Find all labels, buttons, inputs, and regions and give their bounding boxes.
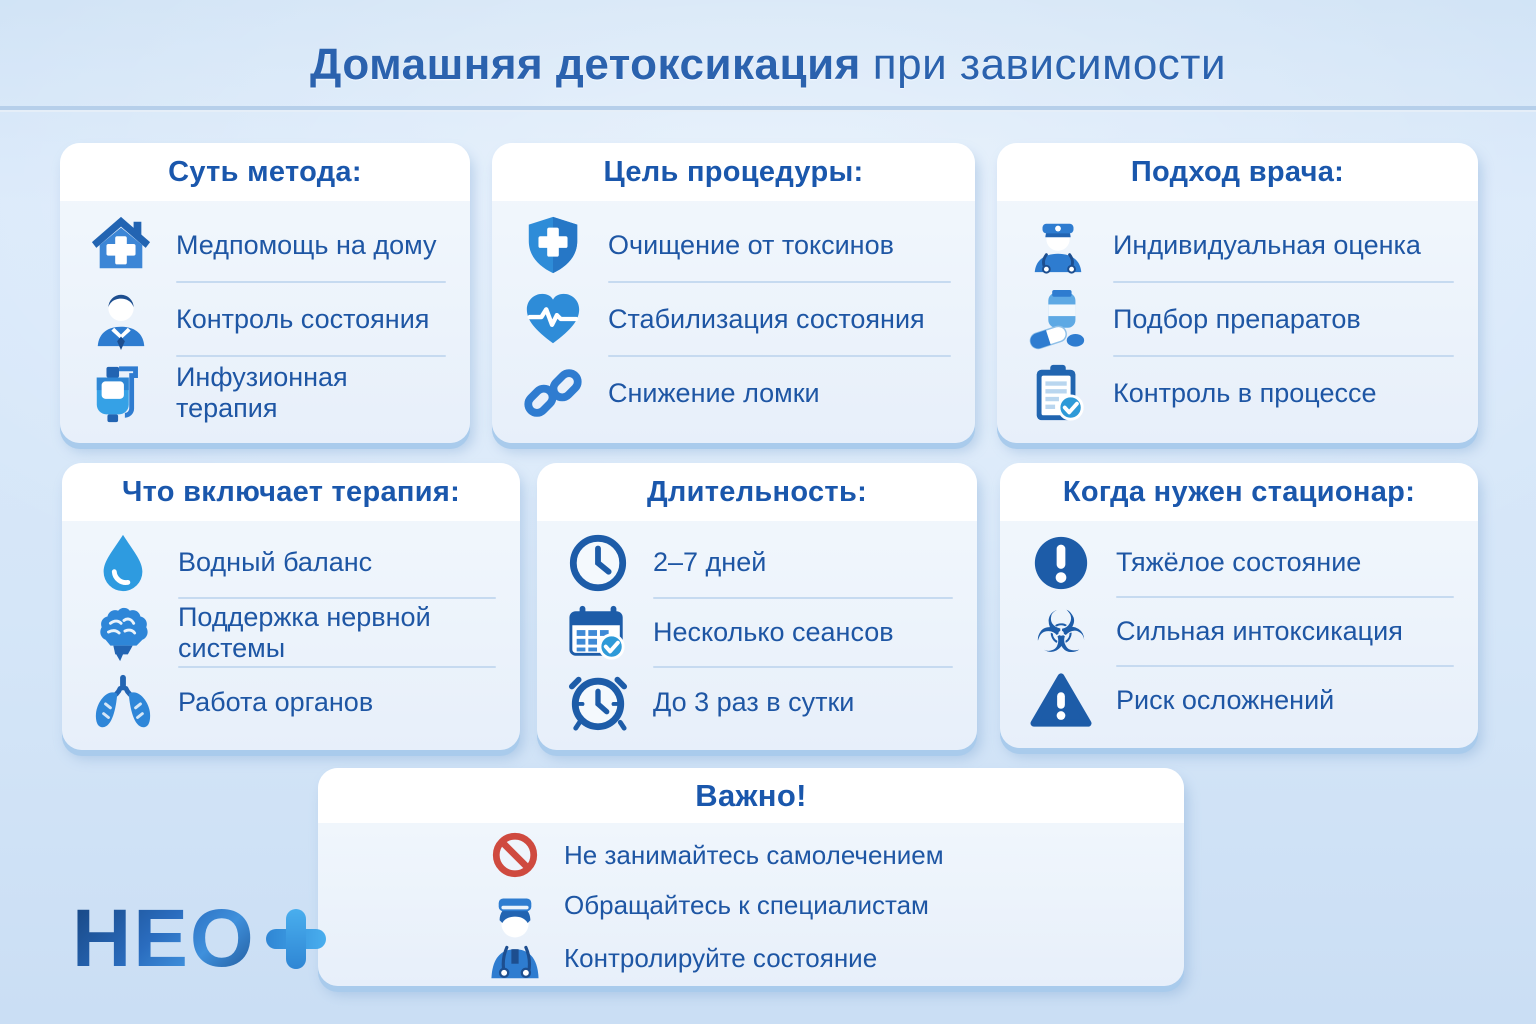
card-body: [537, 521, 977, 750]
card-duration: [537, 463, 977, 750]
list-item: [90, 283, 446, 355]
alarm-clock-icon: [567, 671, 629, 733]
list-item: [1027, 283, 1454, 355]
list-item: [92, 529, 496, 597]
list-item: [567, 599, 953, 667]
list-item: [522, 357, 951, 429]
item-label: Подбор препаратов: [1113, 303, 1361, 334]
item-label: Сильная интоксикация: [1116, 616, 1403, 646]
list-item: [92, 599, 496, 667]
card-title: Что включает терапия:: [62, 463, 520, 521]
warning-triangle-icon: [1030, 670, 1092, 732]
no-entry-icon: [491, 831, 539, 879]
item-label: Контролируйте состояние: [564, 943, 878, 973]
item-label: Поддержка нервной системы: [178, 601, 431, 663]
card-body: [60, 201, 470, 443]
item-label: Не занимайтесь самолечением: [564, 839, 944, 870]
card-body: [318, 823, 1184, 986]
item-label: Риск осложнений: [1116, 685, 1335, 715]
card-hospital-needed: [1000, 463, 1478, 748]
title-divider: [0, 106, 1536, 112]
page-title: [0, 40, 1536, 90]
card-body: [492, 201, 975, 443]
card-procedure-goal: [492, 143, 975, 443]
brain-icon: [92, 602, 154, 664]
list-item: [1027, 357, 1454, 429]
card-important: [318, 768, 1184, 986]
iv-bag-icon: [90, 362, 152, 424]
card-body: [1000, 521, 1478, 748]
card-therapy-includes: [62, 463, 520, 750]
item-label: Инфузионная терапия: [176, 362, 348, 423]
lungs-icon: [92, 671, 154, 733]
brand-logo-text: НЕО: [72, 893, 256, 984]
item-label: Несколько сеансов: [653, 617, 894, 647]
item-label: Медпомощь на дому: [176, 229, 437, 260]
list-item: [522, 283, 951, 355]
card-title: Суть метода:: [60, 143, 470, 201]
chain-link-icon: [522, 362, 584, 424]
list-item: [1030, 598, 1454, 665]
list-item: [567, 668, 953, 736]
list-item: [567, 529, 953, 597]
list-item: [90, 357, 446, 429]
list-item: [92, 668, 496, 736]
list-item: [90, 209, 446, 281]
card-title: Длительность:: [537, 463, 977, 521]
item-label: Индивидуальная оценка: [1113, 229, 1421, 260]
doctor-cap-icon: [1027, 214, 1089, 276]
clock-icon: [567, 532, 629, 594]
card-body: [997, 201, 1478, 443]
plus-icon: [266, 909, 326, 969]
clipboard-check-icon: [1027, 362, 1089, 424]
item-label: До 3 раз в сутки: [653, 686, 855, 717]
doctor-icon: [90, 288, 152, 350]
list-item: [1030, 667, 1454, 734]
item-label: Обращайтесь к специалистам: [564, 890, 929, 920]
calendar-check-icon: [567, 602, 629, 664]
brand-logo: [72, 893, 326, 984]
item-label: Контроль в процессе: [1113, 377, 1377, 408]
page-title-bold: Домашняя детоксикация: [309, 40, 861, 89]
card-title: Подход врача:: [997, 143, 1478, 201]
page-title-regular: при зависимости: [872, 40, 1227, 89]
item-label: Водный баланс: [178, 547, 373, 578]
doctor-figure-icon: [486, 879, 544, 985]
house-medical-icon: [90, 214, 152, 276]
exclamation-circle-icon: [1030, 532, 1092, 594]
card-title: Когда нужен стационар:: [1000, 463, 1478, 521]
card-body: [62, 521, 520, 750]
item-label: Работа органов: [178, 686, 374, 717]
list-item: [1027, 209, 1454, 281]
list-item: [522, 209, 951, 281]
item-label: 2–7 дней: [653, 547, 767, 578]
item-label: Снижение ломки: [608, 377, 820, 408]
item-label: Стабилизация состояния: [608, 303, 925, 334]
biohazard-icon: ☣: [1035, 597, 1087, 666]
card-title: Важно!: [318, 768, 1184, 823]
water-drop-icon: [92, 532, 154, 594]
item-label: Контроль состояния: [176, 303, 430, 334]
list-item: [1030, 529, 1454, 596]
card-method-essence: [60, 143, 470, 443]
card-doctor-approach: [997, 143, 1478, 443]
heart-pulse-icon: [522, 288, 584, 350]
card-title: Цель процедуры:: [492, 143, 975, 201]
pills-icon: [1027, 288, 1089, 350]
shield-cross-icon: [522, 214, 584, 276]
item-label: Тяжёлое состояние: [1116, 547, 1362, 577]
item-label: Очищение от токсинов: [608, 229, 894, 260]
